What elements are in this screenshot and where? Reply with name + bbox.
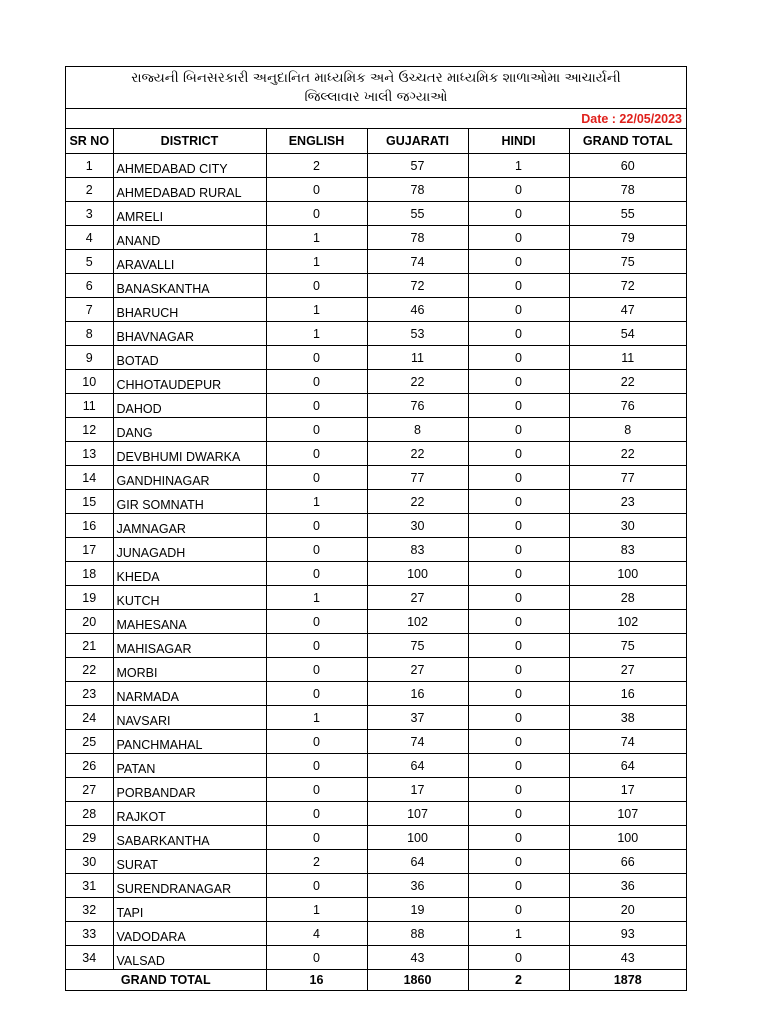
row-sr-no: 18 — [66, 562, 113, 586]
row-grand-total: 22 — [569, 370, 686, 394]
table-row — [66, 586, 686, 610]
row-sr-no: 31 — [66, 874, 113, 898]
row-sr-no: 10 — [66, 370, 113, 394]
row-hindi: 0 — [468, 226, 569, 250]
row-hindi: 0 — [468, 850, 569, 874]
row-hindi: 0 — [468, 490, 569, 514]
row-english: 1 — [266, 322, 367, 346]
row-gujarati: 53 — [367, 322, 468, 346]
row-hindi: 0 — [468, 562, 569, 586]
row-gujarati: 27 — [367, 586, 468, 610]
grand-total-hindi: 2 — [468, 970, 569, 991]
row-gujarati: 22 — [367, 490, 468, 514]
row-hindi: 0 — [468, 514, 569, 538]
table-row — [66, 178, 686, 202]
row-sr-no: 27 — [66, 778, 113, 802]
row-sr-no: 8 — [66, 322, 113, 346]
row-grand-total: 83 — [569, 538, 686, 562]
row-grand-total: 38 — [569, 706, 686, 730]
table-row — [66, 370, 686, 394]
row-district: JAMNAGAR — [113, 514, 266, 538]
row-gujarati: 37 — [367, 706, 468, 730]
row-grand-total: 23 — [569, 490, 686, 514]
row-sr-no: 4 — [66, 226, 113, 250]
row-grand-total: 107 — [569, 802, 686, 826]
row-grand-total: 8 — [569, 418, 686, 442]
row-english: 0 — [266, 658, 367, 682]
row-hindi: 0 — [468, 322, 569, 346]
grand-total-gujarati: 1860 — [367, 970, 468, 991]
row-hindi: 0 — [468, 730, 569, 754]
row-english: 0 — [266, 394, 367, 418]
row-hindi: 1 — [468, 154, 569, 178]
row-district: PANCHMAHAL — [113, 730, 266, 754]
row-grand-total: 100 — [569, 562, 686, 586]
row-sr-no: 29 — [66, 826, 113, 850]
row-grand-total: 64 — [569, 754, 686, 778]
row-district: SABARKANTHA — [113, 826, 266, 850]
header-sr-no: SR NO — [66, 129, 113, 154]
row-district: AHMEDABAD CITY — [113, 154, 266, 178]
table-row — [66, 250, 686, 274]
row-gujarati: 22 — [367, 370, 468, 394]
row-district: ANAND — [113, 226, 266, 250]
row-gujarati: 64 — [367, 850, 468, 874]
row-english: 0 — [266, 562, 367, 586]
row-sr-no: 33 — [66, 922, 113, 946]
row-hindi: 0 — [468, 202, 569, 226]
table-row — [66, 394, 686, 418]
row-grand-total: 20 — [569, 898, 686, 922]
table-row — [66, 778, 686, 802]
row-district: BOTAD — [113, 346, 266, 370]
row-hindi: 0 — [468, 394, 569, 418]
sheet-title — [66, 67, 686, 109]
table-row — [66, 346, 686, 370]
row-hindi: 0 — [468, 682, 569, 706]
row-hindi: 0 — [468, 658, 569, 682]
row-district: KHEDA — [113, 562, 266, 586]
grand-total-english: 16 — [266, 970, 367, 991]
header-gujarati: GUJARATI — [367, 129, 468, 154]
row-gujarati: 11 — [367, 346, 468, 370]
row-english: 0 — [266, 946, 367, 970]
row-sr-no: 12 — [66, 418, 113, 442]
row-gujarati: 22 — [367, 442, 468, 466]
row-hindi: 0 — [468, 370, 569, 394]
row-hindi: 0 — [468, 754, 569, 778]
row-district: GANDHINAGAR — [113, 466, 266, 490]
row-hindi: 0 — [468, 250, 569, 274]
table-row — [66, 514, 686, 538]
row-district: NARMADA — [113, 682, 266, 706]
table-row — [66, 466, 686, 490]
row-hindi: 0 — [468, 586, 569, 610]
row-gujarati: 36 — [367, 874, 468, 898]
row-english: 0 — [266, 202, 367, 226]
row-sr-no: 25 — [66, 730, 113, 754]
table-row — [66, 946, 686, 970]
row-english: 0 — [266, 610, 367, 634]
row-district: GIR SOMNATH — [113, 490, 266, 514]
row-grand-total: 30 — [569, 514, 686, 538]
row-hindi: 0 — [468, 418, 569, 442]
table-row — [66, 418, 686, 442]
row-english: 1 — [266, 490, 367, 514]
row-english: 0 — [266, 514, 367, 538]
table-row — [66, 562, 686, 586]
row-district: MAHESANA — [113, 610, 266, 634]
row-grand-total: 72 — [569, 274, 686, 298]
table-row — [66, 826, 686, 850]
row-hindi: 0 — [468, 634, 569, 658]
row-sr-no: 9 — [66, 346, 113, 370]
row-english: 0 — [266, 754, 367, 778]
row-english: 1 — [266, 250, 367, 274]
row-english: 0 — [266, 802, 367, 826]
table-row — [66, 202, 686, 226]
table-row — [66, 922, 686, 946]
row-sr-no: 16 — [66, 514, 113, 538]
row-sr-no: 14 — [66, 466, 113, 490]
row-hindi: 0 — [468, 706, 569, 730]
row-sr-no: 20 — [66, 610, 113, 634]
row-district: PATAN — [113, 754, 266, 778]
row-district: MORBI — [113, 658, 266, 682]
row-english: 1 — [266, 898, 367, 922]
table-row — [66, 682, 686, 706]
table-row — [66, 850, 686, 874]
table-row — [66, 538, 686, 562]
row-gujarati: 19 — [367, 898, 468, 922]
row-hindi: 0 — [468, 802, 569, 826]
table-row — [66, 634, 686, 658]
row-grand-total: 75 — [569, 250, 686, 274]
row-english: 0 — [266, 874, 367, 898]
row-grand-total: 28 — [569, 586, 686, 610]
row-english: 1 — [266, 298, 367, 322]
row-english: 0 — [266, 442, 367, 466]
row-english: 2 — [266, 850, 367, 874]
row-district: BHAVNAGAR — [113, 322, 266, 346]
row-grand-total: 100 — [569, 826, 686, 850]
row-sr-no: 5 — [66, 250, 113, 274]
row-hindi: 0 — [468, 826, 569, 850]
row-gujarati: 17 — [367, 778, 468, 802]
row-grand-total: 22 — [569, 442, 686, 466]
table-row — [66, 898, 686, 922]
title-line-1: રાજ્યની બિનસરકારી અનુદાનિત માધ્યમિક અને ઉચ્ચતર માધ્યમિક શાળાઓમા આચાર્યની — [131, 70, 621, 86]
row-district: AMRELI — [113, 202, 266, 226]
row-district: AHMEDABAD RURAL — [113, 178, 266, 202]
row-english: 0 — [266, 370, 367, 394]
row-english: 0 — [266, 778, 367, 802]
title-line-2: જિલ્લાવાર ખાલી જગ્યાઓ — [304, 89, 448, 105]
table-row — [66, 154, 686, 178]
row-english: 0 — [266, 178, 367, 202]
table-body — [66, 154, 686, 970]
row-gujarati: 100 — [367, 562, 468, 586]
table-row — [66, 274, 686, 298]
row-gujarati: 107 — [367, 802, 468, 826]
row-gujarati: 46 — [367, 298, 468, 322]
row-sr-no: 19 — [66, 586, 113, 610]
row-sr-no: 30 — [66, 850, 113, 874]
row-gujarati: 76 — [367, 394, 468, 418]
row-grand-total: 79 — [569, 226, 686, 250]
table-row — [66, 442, 686, 466]
table-row — [66, 226, 686, 250]
table-row — [66, 730, 686, 754]
header-district: DISTRICT — [113, 129, 266, 154]
row-district: VALSAD — [113, 946, 266, 970]
row-hindi: 0 — [468, 898, 569, 922]
row-gujarati: 83 — [367, 538, 468, 562]
row-district: TAPI — [113, 898, 266, 922]
row-district: KUTCH — [113, 586, 266, 610]
row-district: JUNAGADH — [113, 538, 266, 562]
row-hindi: 0 — [468, 274, 569, 298]
row-gujarati: 75 — [367, 634, 468, 658]
row-sr-no: 24 — [66, 706, 113, 730]
row-sr-no: 7 — [66, 298, 113, 322]
row-grand-total: 60 — [569, 154, 686, 178]
grand-total-label: GRAND TOTAL — [66, 970, 266, 991]
date-label: Date : 22/05/2023 — [66, 109, 686, 129]
row-district: ARAVALLI — [113, 250, 266, 274]
vacancy-table — [66, 129, 686, 990]
row-grand-total: 76 — [569, 394, 686, 418]
row-grand-total: 43 — [569, 946, 686, 970]
row-hindi: 1 — [468, 922, 569, 946]
row-sr-no: 6 — [66, 274, 113, 298]
row-english: 0 — [266, 274, 367, 298]
row-gujarati: 30 — [367, 514, 468, 538]
row-grand-total: 17 — [569, 778, 686, 802]
row-district: BHARUCH — [113, 298, 266, 322]
row-english: 0 — [266, 346, 367, 370]
row-district: SURENDRANAGAR — [113, 874, 266, 898]
row-sr-no: 26 — [66, 754, 113, 778]
row-english: 0 — [266, 682, 367, 706]
table-row — [66, 298, 686, 322]
row-district: CHHOTAUDEPUR — [113, 370, 266, 394]
row-grand-total: 27 — [569, 658, 686, 682]
row-gujarati: 102 — [367, 610, 468, 634]
row-english: 0 — [266, 418, 367, 442]
row-gujarati: 57 — [367, 154, 468, 178]
row-sr-no: 34 — [66, 946, 113, 970]
table-row — [66, 802, 686, 826]
row-grand-total: 55 — [569, 202, 686, 226]
row-grand-total: 11 — [569, 346, 686, 370]
table-row — [66, 658, 686, 682]
row-english: 0 — [266, 634, 367, 658]
row-gujarati: 77 — [367, 466, 468, 490]
row-gujarati: 100 — [367, 826, 468, 850]
header-row — [66, 129, 686, 154]
row-gujarati: 88 — [367, 922, 468, 946]
table-row — [66, 322, 686, 346]
row-district: BANASKANTHA — [113, 274, 266, 298]
row-hindi: 0 — [468, 610, 569, 634]
row-district: SURAT — [113, 850, 266, 874]
row-sr-no: 28 — [66, 802, 113, 826]
row-gujarati: 72 — [367, 274, 468, 298]
row-english: 2 — [266, 154, 367, 178]
row-grand-total: 36 — [569, 874, 686, 898]
row-district: DANG — [113, 418, 266, 442]
row-english: 1 — [266, 706, 367, 730]
row-english: 4 — [266, 922, 367, 946]
row-sr-no: 13 — [66, 442, 113, 466]
table-row — [66, 754, 686, 778]
table-row — [66, 706, 686, 730]
row-gujarati: 78 — [367, 226, 468, 250]
row-district: NAVSARI — [113, 706, 266, 730]
row-sr-no: 3 — [66, 202, 113, 226]
row-sr-no: 23 — [66, 682, 113, 706]
grand-total-row — [66, 970, 686, 991]
table-row — [66, 874, 686, 898]
row-english: 0 — [266, 466, 367, 490]
row-sr-no: 17 — [66, 538, 113, 562]
row-grand-total: 54 — [569, 322, 686, 346]
row-grand-total: 47 — [569, 298, 686, 322]
row-hindi: 0 — [468, 538, 569, 562]
row-gujarati: 64 — [367, 754, 468, 778]
row-hindi: 0 — [468, 946, 569, 970]
row-grand-total: 78 — [569, 178, 686, 202]
row-gujarati: 27 — [367, 658, 468, 682]
header-hindi: HINDI — [468, 129, 569, 154]
row-hindi: 0 — [468, 298, 569, 322]
header-english: ENGLISH — [266, 129, 367, 154]
table-row — [66, 610, 686, 634]
row-grand-total: 102 — [569, 610, 686, 634]
row-hindi: 0 — [468, 874, 569, 898]
row-grand-total: 16 — [569, 682, 686, 706]
row-gujarati: 55 — [367, 202, 468, 226]
row-hindi: 0 — [468, 466, 569, 490]
row-sr-no: 22 — [66, 658, 113, 682]
row-grand-total: 66 — [569, 850, 686, 874]
grand-total-value: 1878 — [613, 973, 642, 987]
row-hindi: 0 — [468, 346, 569, 370]
vacancy-sheet — [65, 66, 687, 991]
row-district: RAJKOT — [113, 802, 266, 826]
header-grand-total: GRAND TOTAL — [569, 129, 686, 154]
row-district: VADODARA — [113, 922, 266, 946]
row-sr-no: 21 — [66, 634, 113, 658]
row-district: MAHISAGAR — [113, 634, 266, 658]
row-english: 0 — [266, 730, 367, 754]
row-grand-total: 93 — [569, 922, 686, 946]
row-gujarati: 74 — [367, 250, 468, 274]
row-sr-no: 2 — [66, 178, 113, 202]
row-sr-no: 11 — [66, 394, 113, 418]
row-gujarati: 43 — [367, 946, 468, 970]
row-sr-no: 15 — [66, 490, 113, 514]
row-grand-total: 75 — [569, 634, 686, 658]
row-grand-total: 77 — [569, 466, 686, 490]
row-english: 0 — [266, 538, 367, 562]
table-row — [66, 490, 686, 514]
row-gujarati: 78 — [367, 178, 468, 202]
row-district: DEVBHUMI DWARKA — [113, 442, 266, 466]
row-district: DAHOD — [113, 394, 266, 418]
row-district: PORBANDAR — [113, 778, 266, 802]
row-english: 0 — [266, 826, 367, 850]
row-sr-no: 32 — [66, 898, 113, 922]
row-grand-total: 74 — [569, 730, 686, 754]
row-gujarati: 8 — [367, 418, 468, 442]
row-english: 1 — [266, 586, 367, 610]
row-hindi: 0 — [468, 178, 569, 202]
row-gujarati: 74 — [367, 730, 468, 754]
row-gujarati: 16 — [367, 682, 468, 706]
row-sr-no: 1 — [66, 154, 113, 178]
row-english: 1 — [266, 226, 367, 250]
row-hindi: 0 — [468, 442, 569, 466]
row-hindi: 0 — [468, 778, 569, 802]
